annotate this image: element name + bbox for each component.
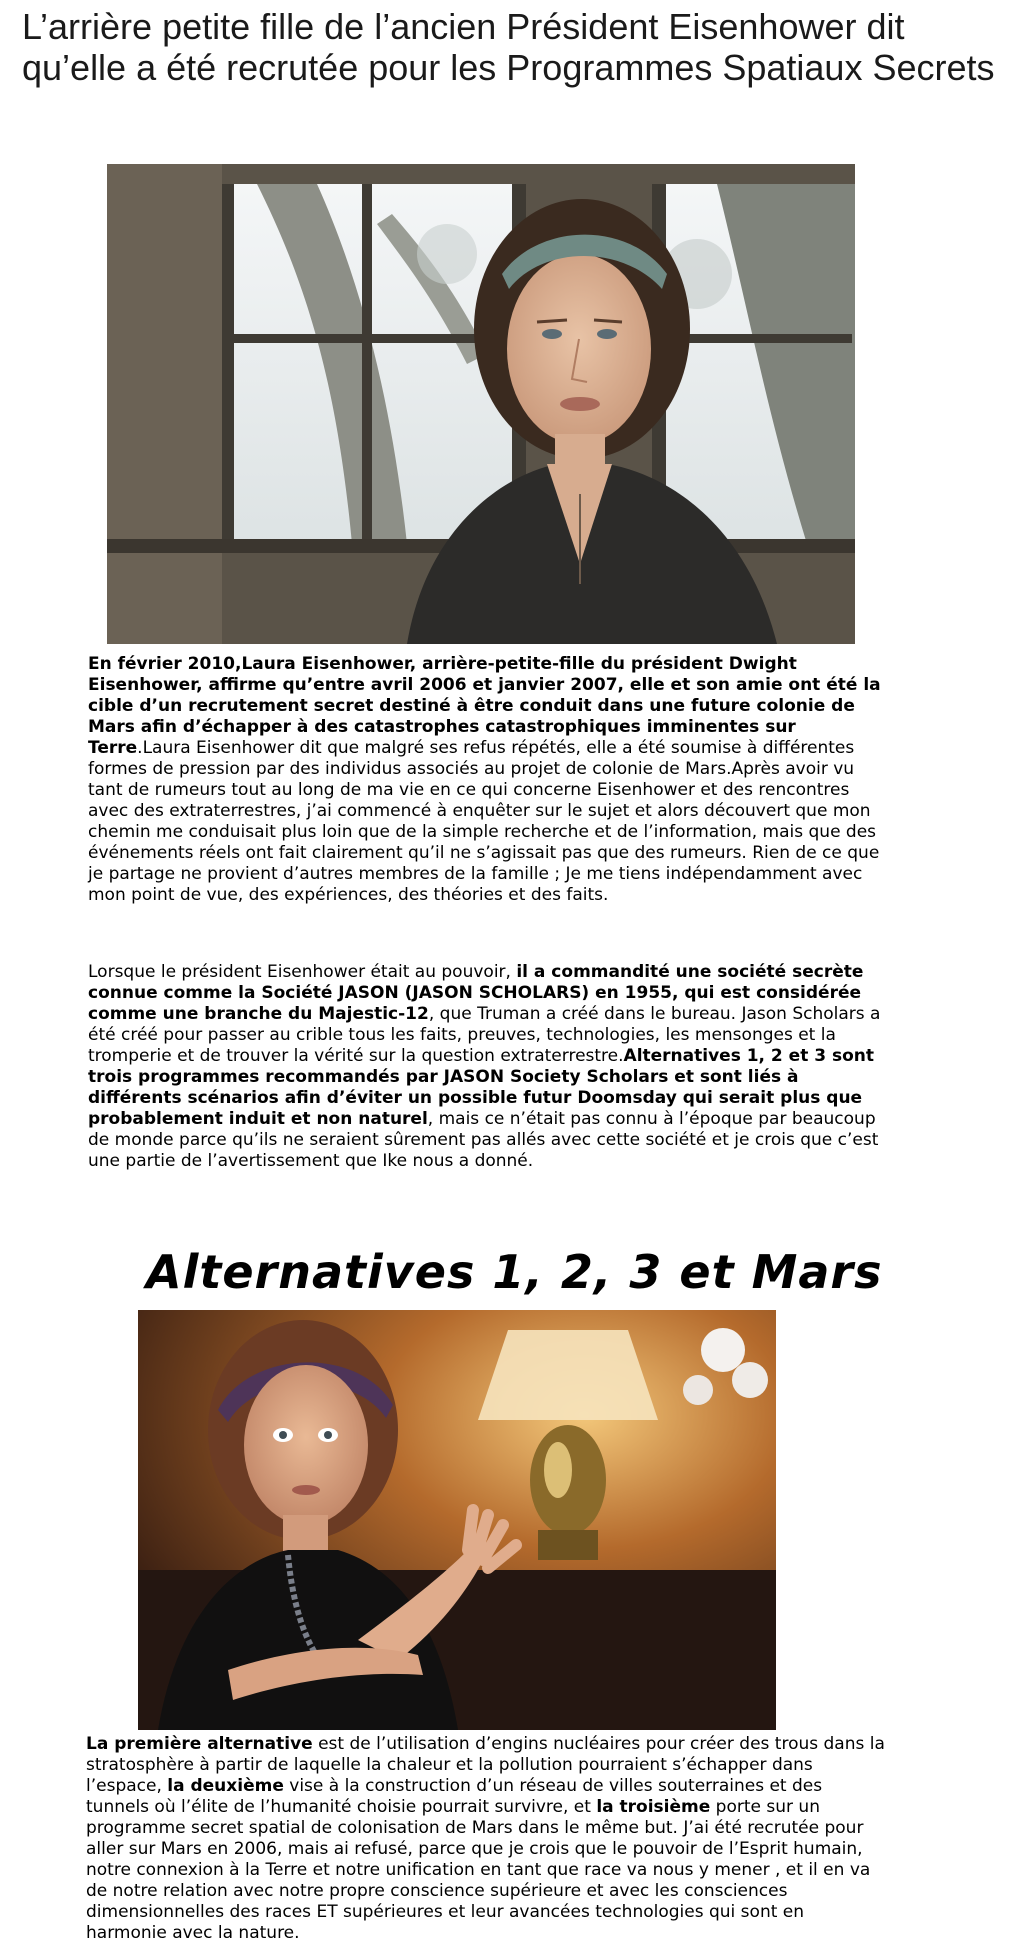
paragraph-bold-text: il a commandité une société secrète connue comme la Société JASON (JASON SCHOLARS) en 1955, qui est considérée comme une branche du Majestic-12 (88, 962, 864, 1024)
article-paragraph-alternatives (86, 1734, 886, 1944)
paragraph-bold-text: la troisième (596, 1797, 711, 1817)
page-title: L’arrière petite fille de l’ancien Président Eisenhower dit qu’elle a été recrutée pour les Programmes Spatiaux Secrets (22, 6, 995, 88)
article-paragraph-intro (88, 654, 888, 906)
paragraph-text: vise à la construction d’un réseau de villes souterraines et des tunnels où l’élite de l’humanité choisie pourrait survivre, et (86, 1776, 823, 1817)
paragraph-bold-text: La première alternative (86, 1734, 313, 1754)
paragraph-text: porte sur un programme secret spatial de colonisation de Mars dans le même but. J’ai été recrutée pour aller sur Mars en 2006, mais ai refusé, parce que je crois que le pouvoir de l’Esprit humain, notre connexion à la Terre et notre unification en tant que race va nous y mener , et il en va de notre relation avec notre propre conscience supérieure et avec les consciences dimensionnelles des races ET supérieures et leur avancées technologies qui sont en harmonie avec la nature. (86, 1797, 871, 1943)
paragraph-text: est de l’utilisation d’engins nucléaires pour créer des trous dans la stratosphère à partir de laquelle la chaleur et la pollution pourraient s’échapper dans l’espace, (86, 1734, 885, 1796)
article-photo-lamp-interview (138, 1310, 776, 1730)
paragraph-bold-text: Alternatives 1, 2 et 3 sont trois programmes recommandés par JASON Society Scholars et sont liés à différents scénarios afin d’éviter un possible futur Doomsday qui serait plus que probablement induit et non naturel (88, 1046, 875, 1129)
article-photo-window-interview (107, 164, 855, 644)
article-paragraph-jason-society (88, 962, 888, 1172)
paragraph-bold-text: la deuxième (167, 1776, 284, 1796)
paragraph-text: , que Truman a créé dans le bureau. Jason Scholars a été créé pour passer au crible tous les faits, preuves, technologies, les mensonges et la tromperie et de trouver la vérité sur la question extraterrestre. (88, 1004, 881, 1066)
paragraph-text: .Laura Eisenhower dit que malgré ses refus répétés, elle a été soumise à différentes formes de pression par des individus associés au projet de colonie de Mars.Après avoir vu tant de rumeurs tout au long de ma vie en ce qui concerne Eisenhower et des rencontres avec des extraterrestres, j’ai commencé à enquêter sur le sujet et alors découvert que mon chemin me conduisait plus loin que de la simple recherche et de l’information, mais que des événements réels ont fait clairement qu’il ne s’agissait pas que des rumeurs. Rien de ce que je partage ne provient d’autres membres de la famille ; Je me tiens indépendamment avec mon point de vue, des expériences, des théories et des faits. (88, 738, 880, 905)
paragraph-text: Lorsque le président Eisenhower était au pouvoir, (88, 962, 517, 982)
section-heading-alternatives: Alternatives 1, 2, 3 et Mars (146, 1245, 883, 1299)
paragraph-text: , mais ce n’était pas connu à l’époque par beaucoup de monde parce qu’ils ne seraient sûrement pas allés avec cette société et je crois que c’est une partie de l’avertissement que Ike nous a donné. (88, 1109, 879, 1171)
paragraph-bold-text: En février 2010,Laura Eisenhower, arrière-petite-fille du président Dwight Eisenhower, affirme qu’entre avril 2006 et janvier 2007, elle et son amie ont été la cible d’un recrutement secret destiné à être conduit dans une future colonie de Mars afin d’échapper à des catastrophes catastrophiques imminentes sur Terre (88, 654, 881, 758)
